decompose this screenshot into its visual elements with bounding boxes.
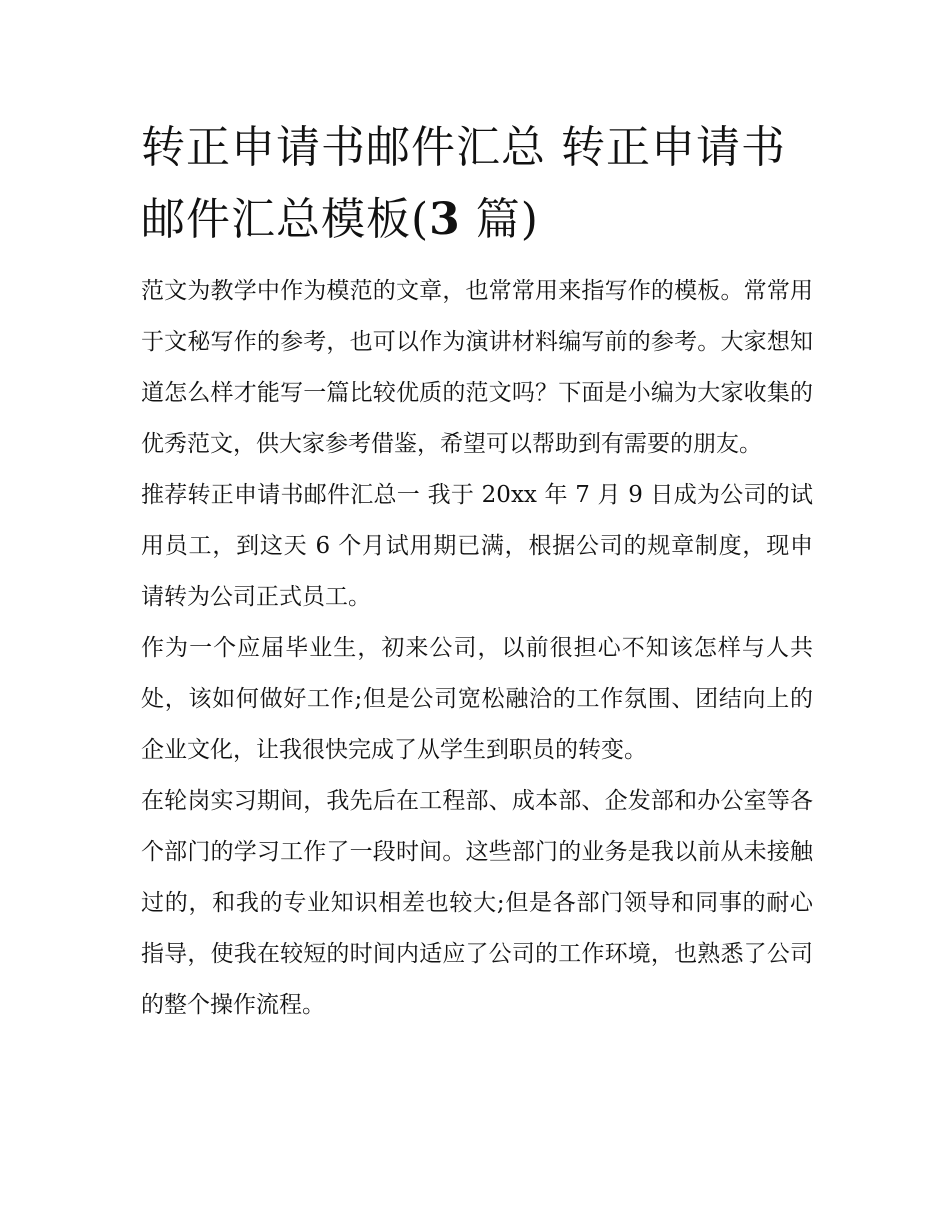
title-text: 转正申请书邮件汇总 转正申请书邮件汇总模板( xyxy=(141,122,786,245)
rotation-paragraph: 在轮岗实习期间，我先后在工程部、成本部、企发部和办公室等各个部门的学习工作了一段时间。这些部门的业务是我以前从未接触过的，和我的专业知识相差也较大;但是各部门领导和同事的耐心指导，使我在较短的时间内适应了公司的工作环境，也熟悉了公司的整个操作流程。 xyxy=(141,788,813,1018)
application-paragraph: 推荐转正申请书邮件汇总一 我于 20xx 年 7 月 9 日成为公司的试用员工，到这天 6 个月试用期已满，根据公司的规章制度，现申请转为公司正式员工。 xyxy=(141,482,813,610)
document-title xyxy=(141,112,813,256)
document-body xyxy=(141,112,813,1031)
adaptation-paragraph: 作为一个应届毕业生，初来公司，以前很担心不知该怎样与人共处，该如何做好工作;但是公司宽松融洽的工作氛围、团结向上的企业文化，让我很快完成了从学生到职员的转变。 xyxy=(141,635,813,763)
intro-paragraph: 范文为教学中作为模范的文章，也常常用来指写作的模板。常常用于文秘写作的参考，也可以作为演讲材料编写前的参考。大家想知道怎么样才能写一篇比较优质的范文吗？下面是小编为大家收集的优秀范文，供大家参考借鉴，希望可以帮助到有需要的朋友。 xyxy=(141,278,813,457)
title-count: 3 xyxy=(429,194,461,245)
title-suffix: 篇) xyxy=(460,194,539,245)
